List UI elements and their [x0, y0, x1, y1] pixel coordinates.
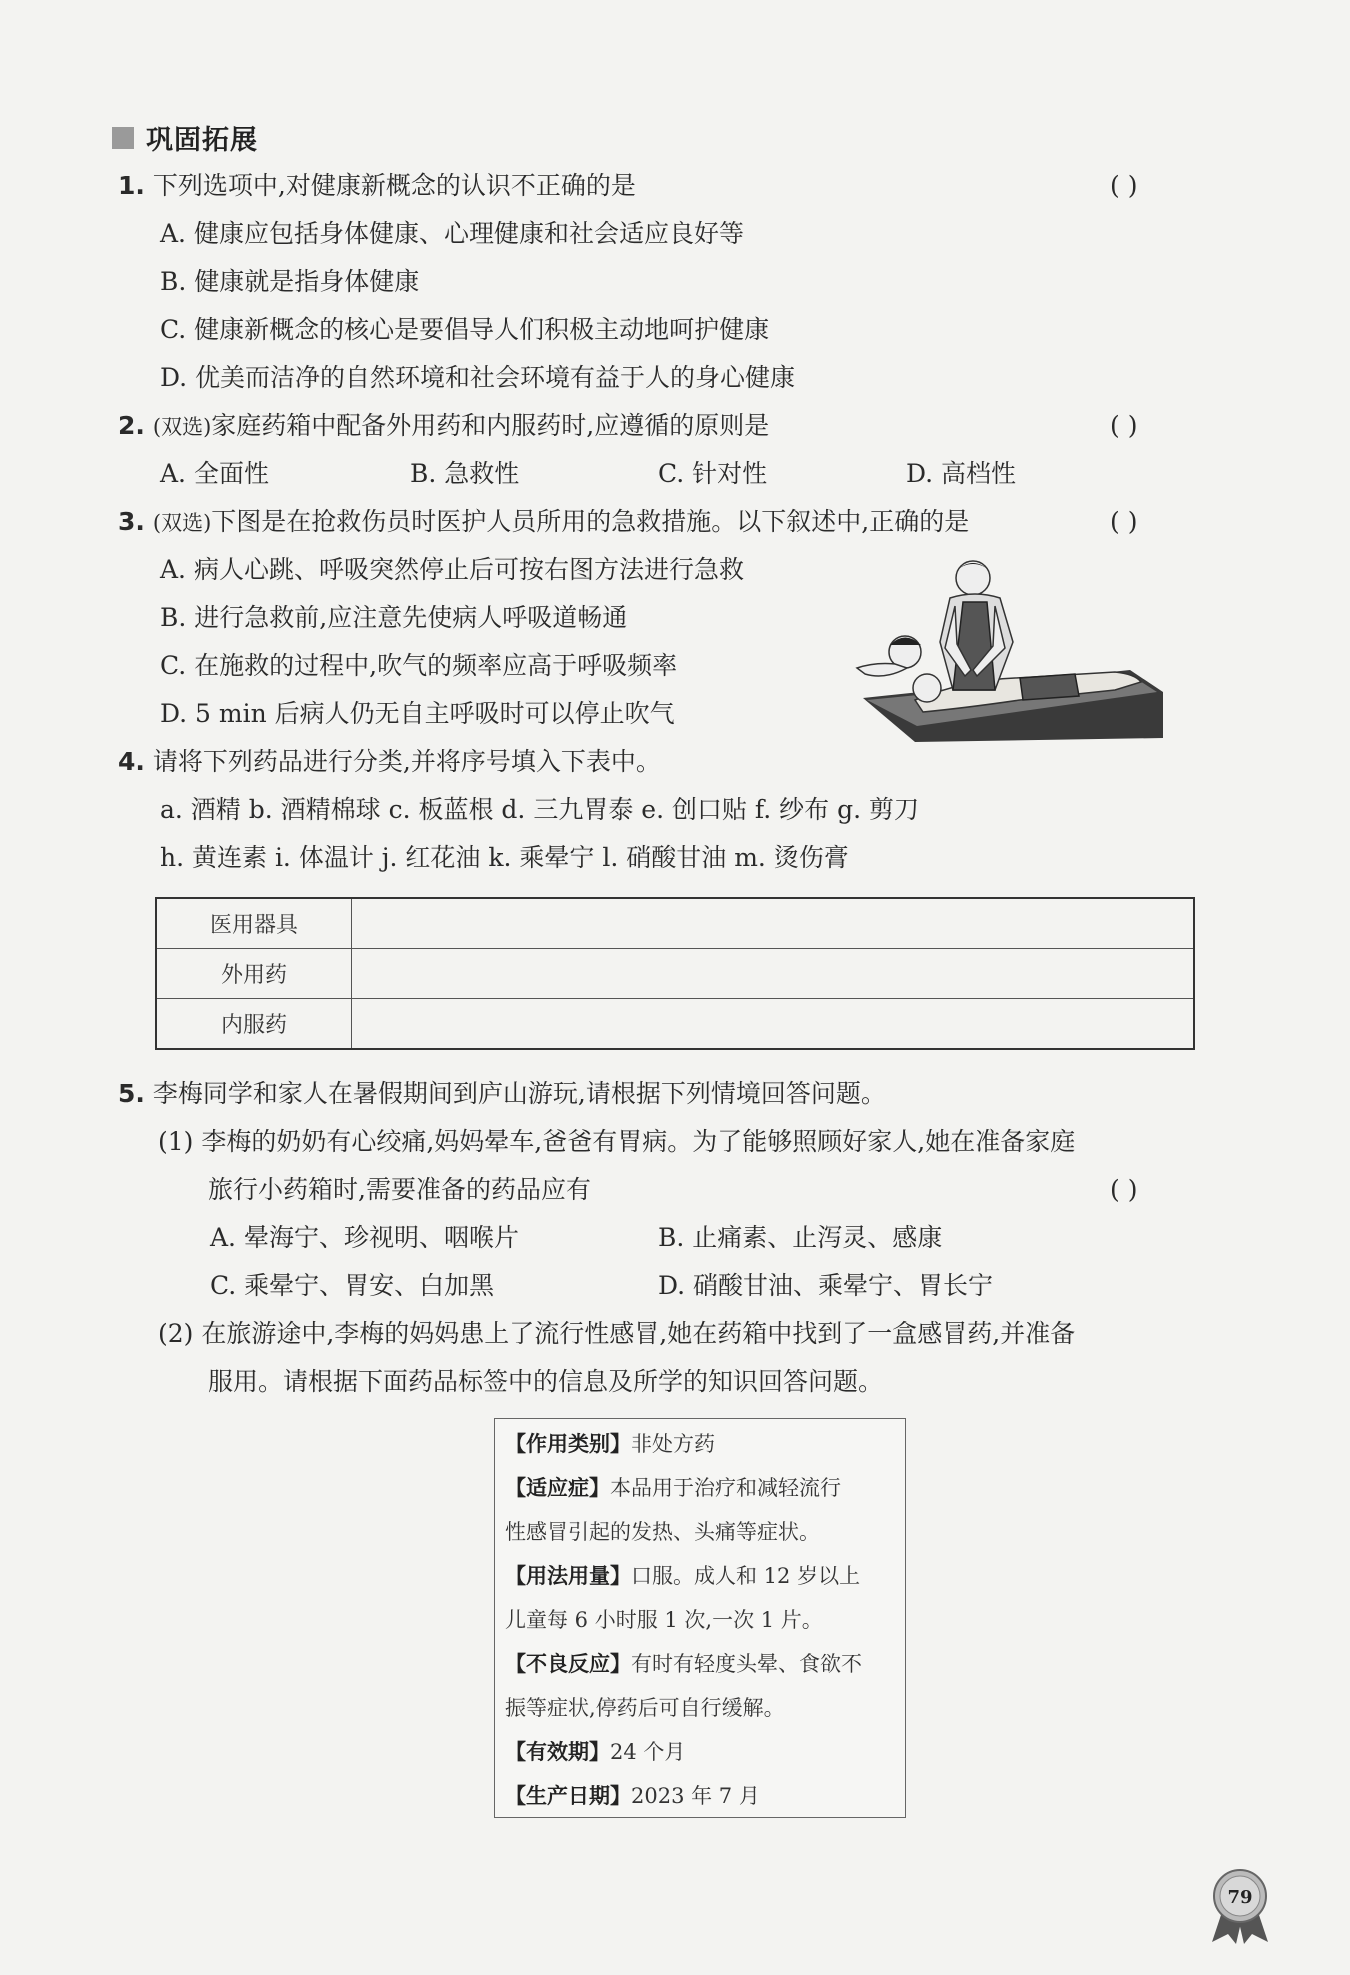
drug-label-box: [494, 1418, 906, 1818]
q2-option-d: D. 高档性: [906, 459, 1017, 488]
section-square-icon: [112, 127, 134, 149]
q1-option-d: D. 优美而洁净的自然环境和社会环境有益于人的身心健康: [160, 363, 796, 392]
table-row: [156, 898, 1194, 949]
row-header-medical-tools: 医用器具: [156, 898, 352, 949]
q1-option-a: A. 健康应包括身体健康、心理健康和社会适应良好等: [160, 219, 744, 248]
q5-sub2-line2: 服用。请根据下面药品标签中的信息及所学的知识回答问题。: [208, 1367, 884, 1396]
answer-cell-medical-tools[interactable]: [352, 898, 1195, 949]
label-production-date: 【生产日期】2023 年 7 月: [505, 1784, 760, 1808]
table-row: [156, 949, 1194, 999]
q2-stem: 2. (双选)家庭药箱中配备外用药和内服药时,应遵循的原则是: [118, 411, 770, 440]
q1-answer-paren[interactable]: ( ): [1110, 171, 1138, 200]
section-header: [112, 118, 258, 157]
q3-answer-paren[interactable]: ( ): [1110, 507, 1138, 536]
q4-stem: 4. 请将下列药品进行分类,并将序号填入下表中。: [118, 747, 661, 776]
label-validity: 【有效期】24 个月: [505, 1740, 686, 1764]
q5-sub1-option-c: C. 乘晕宁、胃安、白加黑: [210, 1271, 495, 1300]
row-header-oral-medicine: 内服药: [156, 999, 352, 1050]
page-number-badge: [1208, 1868, 1272, 1944]
q2-answer-paren[interactable]: ( ): [1110, 411, 1138, 440]
q1-stem: 1. 下列选项中,对健康新概念的认识不正确的是: [118, 171, 636, 200]
label-adverse-cont: 振等症状,停药后可自行缓解。: [505, 1696, 785, 1720]
label-indication: 【适应症】本品用于治疗和减轻流行: [505, 1476, 841, 1500]
q3-stem: 3. (双选)下图是在抢救伤员时医护人员所用的急救措施。以下叙述中,正确的是: [118, 507, 970, 536]
q4-items-line2: h. 黄连素 i. 体温计 j. 红花油 k. 乘晕宁 l. 硝酸甘油 m. 烫伤膏: [160, 843, 849, 872]
q3-option-d: D. 5 min 后病人仍无自主呼吸时可以停止吹气: [160, 699, 675, 728]
q5-sub1-option-d: D. 硝酸甘油、乘晕宁、胃长宁: [658, 1271, 994, 1300]
q1-option-c: C. 健康新概念的核心是要倡导人们积极主动地呵护健康: [160, 315, 770, 344]
table-row: [156, 999, 1194, 1050]
q5-sub1-option-a: A. 晕海宁、珍视明、咽喉片: [210, 1223, 519, 1252]
q5-sub1-line1: (1) 李梅的奶奶有心绞痛,妈妈晕车,爸爸有胃病。为了能够照顾好家人,她在准备家庭: [158, 1127, 1076, 1156]
q2-option-a: A. 全面性: [160, 459, 269, 488]
label-usage: 【用法用量】口服。成人和 12 岁以上: [505, 1564, 861, 1588]
label-category: 【作用类别】非处方药: [505, 1432, 715, 1456]
q5-sub1-answer-paren[interactable]: ( ): [1110, 1175, 1138, 1204]
q1-option-b: B. 健康就是指身体健康: [160, 267, 420, 296]
label-adverse: 【不良反应】有时有轻度头晕、食欲不: [505, 1652, 862, 1676]
q5-sub1-option-b: B. 止痛素、止泻灵、感康: [658, 1223, 943, 1252]
classification-table: [155, 897, 1195, 1050]
label-indication-cont: 性感冒引起的发热、头痛等症状。: [505, 1520, 820, 1544]
row-header-external-medicine: 外用药: [156, 949, 352, 999]
answer-cell-oral-medicine[interactable]: [352, 999, 1195, 1050]
answer-cell-external-medicine[interactable]: [352, 949, 1195, 999]
q2-option-c: C. 针对性: [658, 459, 768, 488]
q4-items-line1: a. 酒精 b. 酒精棉球 c. 板蓝根 d. 三九胃泰 e. 创口贴 f. 纱布 g. 剪刀: [160, 795, 920, 824]
q3-option-b: B. 进行急救前,应注意先使病人呼吸道畅通: [160, 603, 628, 632]
q3-option-c: C. 在施救的过程中,吹气的频率应高于呼吸频率: [160, 651, 678, 680]
page-number: 79: [1227, 1887, 1253, 1908]
section-title: 巩固拓展: [146, 125, 258, 156]
cpr-illustration: [845, 550, 1175, 745]
q5-sub2-line1: (2) 在旅游途中,李梅的妈妈患上了流行性感冒,她在药箱中找到了一盒感冒药,并准备: [158, 1319, 1076, 1348]
label-usage-cont: 儿童每 6 小时服 1 次,一次 1 片。: [505, 1608, 823, 1632]
q5-sub1-line2: 旅行小药箱时,需要准备的药品应有: [208, 1175, 591, 1204]
q5-stem: 5. 李梅同学和家人在暑假期间到庐山游玩,请根据下列情境回答问题。: [118, 1079, 886, 1108]
q2-option-b: B. 急救性: [410, 459, 520, 488]
q3-option-a: A. 病人心跳、呼吸突然停止后可按右图方法进行急救: [160, 555, 744, 584]
